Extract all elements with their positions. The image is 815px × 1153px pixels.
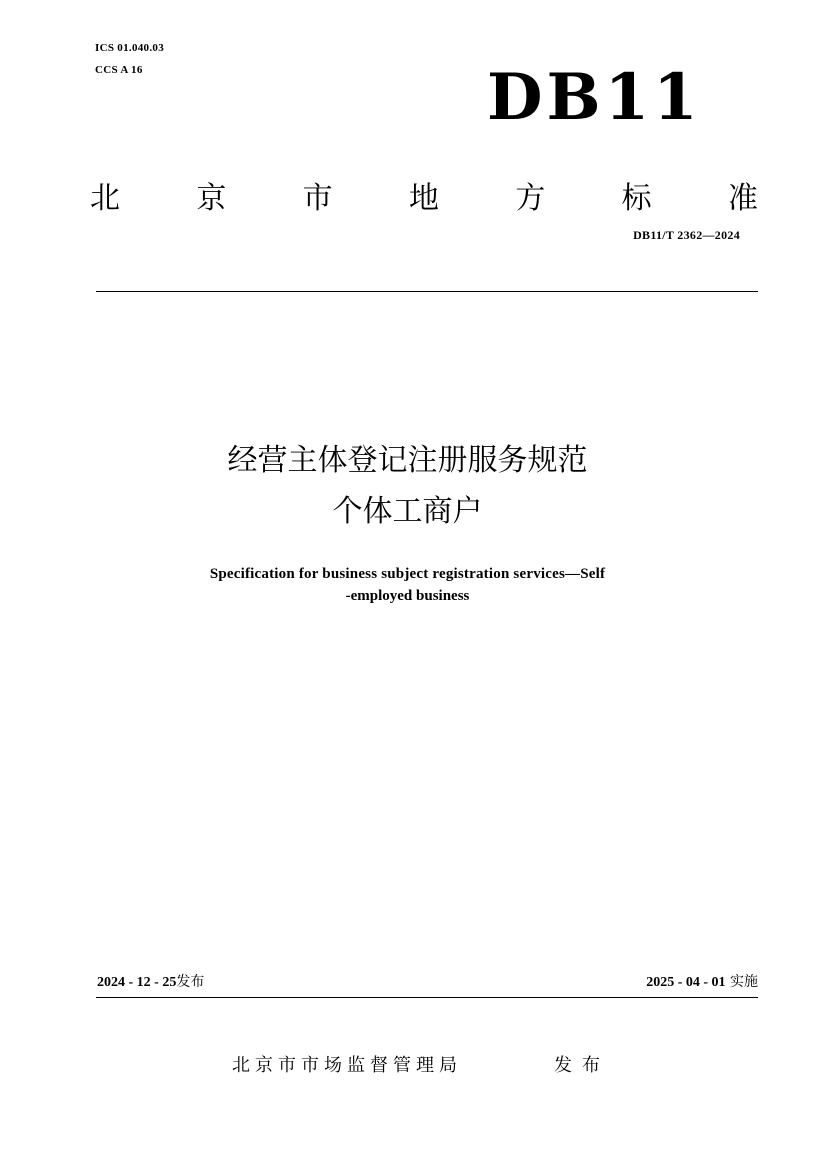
issue-date: 2024 - 12 - 25: [97, 975, 177, 990]
standard-type-char: 方: [515, 181, 546, 216]
standard-type-char: 准: [727, 181, 758, 216]
standard-type-char: 标: [621, 181, 652, 216]
standard-number: DB11/T 2362—2024: [633, 228, 740, 242]
footer-divider: [96, 997, 758, 998]
implementation-label: 实施: [730, 974, 758, 990]
issuing-authority: 北京市市场监督管理局: [232, 1055, 462, 1076]
issue-word: 发布: [554, 1055, 610, 1076]
standard-type-heading: [90, 181, 758, 216]
title-english-line-2: -employed business: [345, 588, 470, 604]
standard-type-char: 市: [302, 181, 333, 216]
title-chinese-line-2: 个体工商户: [332, 494, 483, 529]
title-english-line-1: Specification for business subject registration services—Self: [209, 566, 606, 582]
standard-logo: DB11: [487, 60, 702, 135]
issue-date-line: [97, 975, 204, 990]
title-chinese-line-1: 经营主体登记注册服务规范: [227, 443, 588, 478]
issue-label: 发布: [176, 974, 205, 990]
implementation-date: 2025 - 04 - 01: [646, 975, 726, 990]
ccs-code: CCS A 16: [95, 64, 143, 76]
header-divider: [96, 291, 758, 292]
standard-type-char: 京: [196, 181, 227, 216]
implementation-date-line: [646, 975, 758, 990]
ics-code: ICS 01.040.03: [95, 42, 164, 54]
standard-type-char: 地: [408, 181, 439, 216]
standard-type-char: 北: [90, 181, 120, 216]
